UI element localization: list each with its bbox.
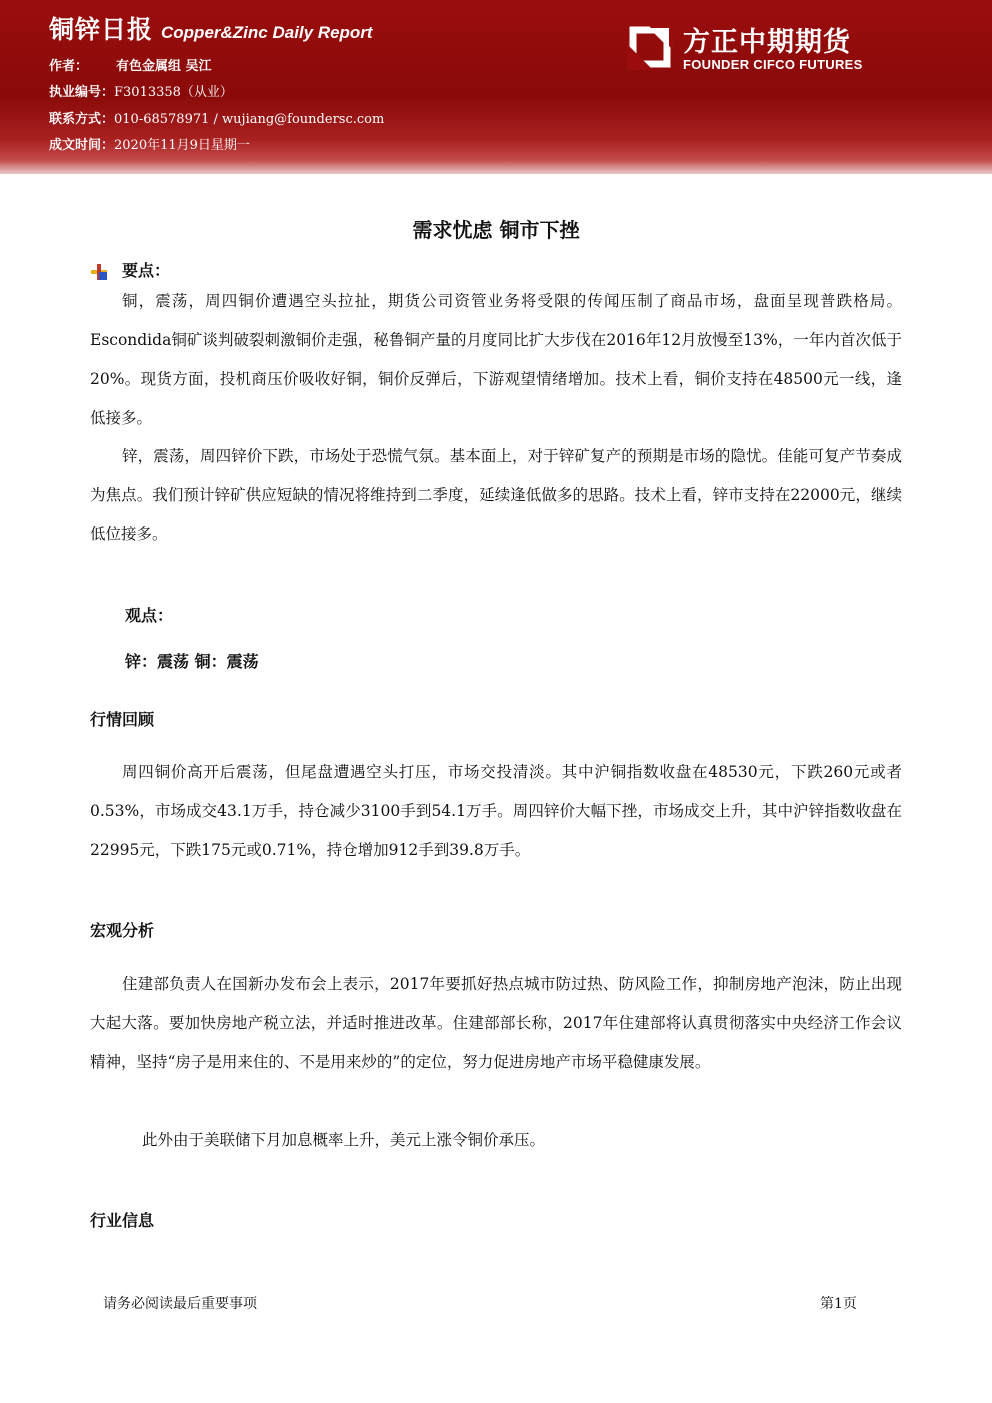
founder-logo-icon [627,24,673,70]
report-title-bar [49,10,373,46]
footer-notice: 请务必阅读最后重要事项 [103,1296,257,1312]
date-label: 成文时间： [49,138,115,153]
date-value: 2020年11月9日星期一 [114,138,250,153]
industry-info-heading: 行业信息 [90,1211,155,1230]
market-review-heading: 行情回顾 [90,710,155,729]
logo-text-en: FOUNDER CIFCO FUTURES [683,57,863,72]
license-label: 执业编号： [49,85,115,100]
author-label: 作者： [49,59,89,74]
macro-paragraph-1: 住建部负责人在国新办发布会上表示，2017年要抓好热点城市防过热、防风险工作，抑制房地产泡沫，防止出现大起大落。要加快房地产税立法，并适时推进改革。住建部部长称，2017年住建部将认真贯彻落实中央经济工作会议精神，坚持“房子是用来住的、不是用来炒的”的定位，努力促进房地产市场平稳健康发展。 [90,975,902,1071]
date-line [49,134,250,153]
keypoints-label: 要点： [122,261,171,280]
footer-page-number: 第1页 [820,1296,857,1312]
author-value: 有色金属组 吴江 [116,59,212,74]
copper-paragraph: 铜，震荡，周四铜价遭遇空头拉扯，期货公司资管业务将受限的传闻压制了商品市场，盘面呈现普跌格局。Escondida铜矿谈判破裂刺激铜价走强，秘鲁铜产量的月度同比扩大步伐在2016年12月放慢至13%，一年内首次低于20%。现货方面，投机商压价吸收好铜，铜价反弹后，下游观望情绪增加。技术上看，铜价支持在48500元一线，逢低接多。 [90,292,902,427]
report-header [0,0,992,174]
report-title-cn: 铜锌日报 [49,15,154,44]
view-label: 观点： [125,606,174,625]
report-title-en: Copper&Zinc Daily Report [161,23,373,42]
market-review-paragraph: 周四铜价高开后震荡，但尾盘遭遇空头打压，市场交投清淡。其中沪铜指数收盘在48530元，下跌260元或者0.53%，市场成交43.1万手，持仓减少3100手到54.1万手。周四锌价大幅下挫，市场成交上升，其中沪锌指数收盘在22995元，下跌175元或0.71%，持仓增加912手到39.8万手。 [90,763,902,859]
company-logo [627,22,887,74]
contact-label: 联系方式： [49,112,115,127]
zinc-paragraph: 锌，震荡，周四锌价下跌，市场处于恐慌气氛。基本面上，对于锌矿复产的预期是市场的隐忧。佳能可复产节奏成为焦点。我们预计锌矿供应短缺的情况将维持到二季度，延续逢低做多的思路。技术上看，锌市支持在22000元，继续低位接多。 [90,447,902,543]
view-value: 锌：震荡 铜：震荡 [125,652,259,671]
keypoints-heading [90,258,170,281]
macro-paragraph-2: 此外由于美联储下月加息概率上升，美元上涨令铜价承压。 [142,1131,546,1149]
report-headline: 需求忧虑 铜市下挫 [412,218,580,242]
license-value: F3013358（从业） [114,85,233,100]
bullet-icon [90,263,108,281]
contact-line [49,108,384,127]
author-line [49,55,212,74]
macro-analysis-heading: 宏观分析 [90,921,155,940]
contact-value: 010-68578971 / wujiang@foundersc.com [114,112,385,127]
logo-text-cn: 方正中期期货 [683,27,851,58]
license-line [49,81,233,100]
